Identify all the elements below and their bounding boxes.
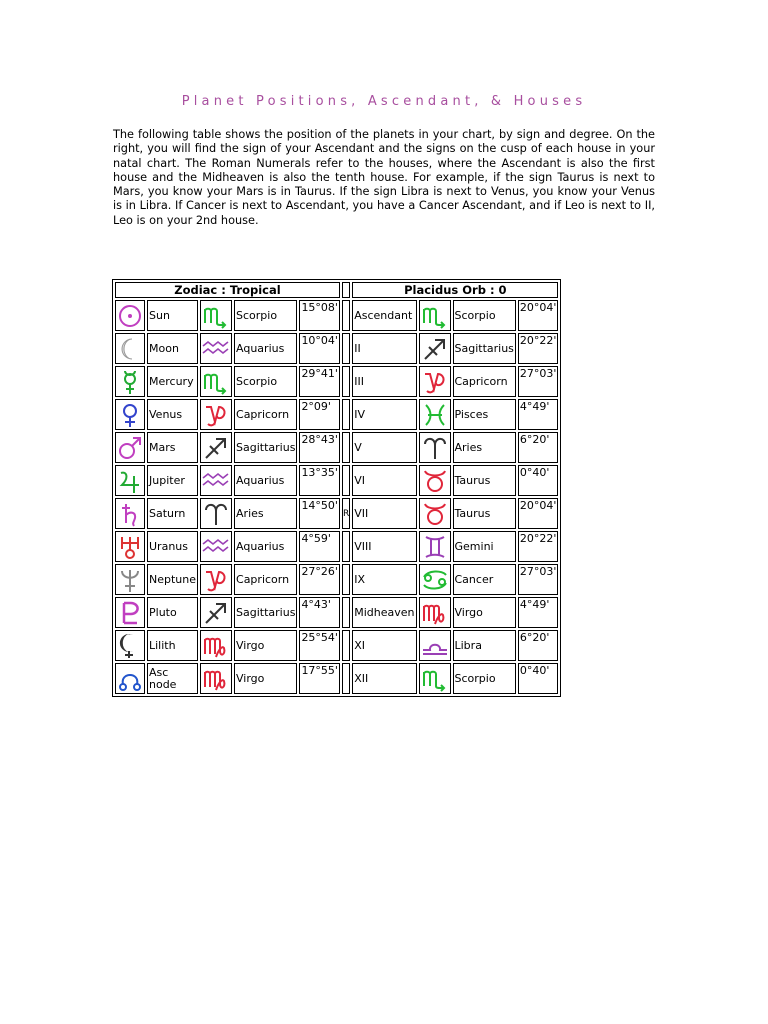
planet-sign: Virgo (234, 663, 297, 694)
house-name: Midheaven (352, 597, 416, 628)
house-sign: Pisces (453, 399, 516, 430)
house-name: VI (352, 465, 416, 496)
table-row (115, 498, 558, 529)
planet-sign: Virgo (234, 630, 297, 661)
zodiac-header: Zodiac : Tropical (115, 282, 340, 298)
retrograde-flag (342, 333, 350, 364)
planet-degree: 10°04' (299, 333, 340, 364)
retrograde-flag (342, 531, 350, 562)
planet-sign: Aquarius (234, 531, 297, 562)
retrograde-flag (342, 366, 350, 397)
sagittarius-icon (200, 432, 232, 463)
planet-sign: Scorpio (234, 366, 297, 397)
house-degree: 20°04' (518, 300, 559, 331)
scorpio-icon (200, 366, 232, 397)
house-degree: 6°20' (518, 432, 559, 463)
house-degree: 20°04' (518, 498, 559, 529)
virgo-icon (419, 597, 451, 628)
house-sign: Taurus (453, 498, 516, 529)
retrograde-flag (342, 399, 350, 430)
table-row (115, 366, 558, 397)
planet-name: Uranus (147, 531, 198, 562)
house-name: VII (352, 498, 416, 529)
planet-sign: Aquarius (234, 333, 297, 364)
venus-icon (115, 399, 145, 430)
house-name: Ascendant (352, 300, 416, 331)
virgo-icon (200, 630, 232, 661)
cancer-icon (419, 564, 451, 595)
planet-degree: 13°35' (299, 465, 340, 496)
table-row (115, 465, 558, 496)
retrograde-flag (342, 597, 350, 628)
intro-paragraph: The following table shows the position of the planets in your chart, by sign and degree. On the right, you will find the sign of your Ascendant and the signs on the cusp of each house in your natal chart. The Roman Numerals refer to the houses, where the Ascendant is also the first house and the Midheaven is also the tenth house. For example, if the sign Taurus is next to Mars, you know your Mars is in Taurus. If the sign Libra is next to Venus, you know your Venus is in Libra. If Cancer is next to Ascendant, you have a Cancer Ascendant, and if Leo is next to II, Leo is on your 2nd house. (113, 128, 655, 227)
planet-name: Asc node (147, 663, 198, 694)
house-name: VIII (352, 531, 416, 562)
table-row (115, 663, 558, 694)
house-degree: 27°03' (518, 366, 559, 397)
aquarius-icon (200, 465, 232, 496)
house-sign: Cancer (453, 564, 516, 595)
aquarius-icon (200, 531, 232, 562)
taurus-icon (419, 465, 451, 496)
table-row (115, 531, 558, 562)
house-degree: 0°40' (518, 663, 559, 694)
scorpio-icon (419, 300, 451, 331)
house-sign: Scorpio (453, 300, 516, 331)
sagittarius-icon (419, 333, 451, 364)
house-degree: 20°22' (518, 333, 559, 364)
libra-icon (419, 630, 451, 661)
planet-degree: 4°59' (299, 531, 340, 562)
house-name: V (352, 432, 416, 463)
planet-name: Mercury (147, 366, 198, 397)
scorpio-icon (419, 663, 451, 694)
mars-icon (115, 432, 145, 463)
neptune-icon (115, 564, 145, 595)
table-row (115, 300, 558, 331)
house-sign: Scorpio (453, 663, 516, 694)
retrograde-flag (342, 663, 350, 694)
sun-icon (115, 300, 145, 331)
house-degree: 4°49' (518, 597, 559, 628)
house-degree: 4°49' (518, 399, 559, 430)
saturn-icon (115, 498, 145, 529)
house-sign: Virgo (453, 597, 516, 628)
retrograde-flag: R (342, 498, 350, 529)
virgo-icon (200, 663, 232, 694)
gemini-icon (419, 531, 451, 562)
house-name: XI (352, 630, 416, 661)
table-row (115, 564, 558, 595)
capricorn-icon (200, 399, 232, 430)
page-title: Planet Positions, Ascendant, & Houses (181, 94, 587, 109)
planet-degree: 4°43' (299, 597, 340, 628)
house-sign: Gemini (453, 531, 516, 562)
planet-name: Mars (147, 432, 198, 463)
house-name: IV (352, 399, 416, 430)
planet-name: Pluto (147, 597, 198, 628)
house-name: XII (352, 663, 416, 694)
planet-sign: Capricorn (234, 564, 297, 595)
house-name: IX (352, 564, 416, 595)
table-row (115, 333, 558, 364)
planet-degree: 28°43' (299, 432, 340, 463)
placidus-header: Placidus Orb : 0 (352, 282, 558, 298)
uranus-icon (115, 531, 145, 562)
house-degree: 6°20' (518, 630, 559, 661)
table-row (115, 630, 558, 661)
jupiter-icon (115, 465, 145, 496)
aquarius-icon (200, 333, 232, 364)
planet-degree: 2°09' (299, 399, 340, 430)
house-sign: Taurus (453, 465, 516, 496)
planet-sign: Aries (234, 498, 297, 529)
lilith-icon (115, 630, 145, 661)
scorpio-icon (200, 300, 232, 331)
planet-name: Moon (147, 333, 198, 364)
house-sign: Capricorn (453, 366, 516, 397)
house-degree: 20°22' (518, 531, 559, 562)
pisces-icon (419, 399, 451, 430)
retrograde-flag (342, 432, 350, 463)
capricorn-icon (419, 366, 451, 397)
house-name: II (352, 333, 416, 364)
house-degree: 0°40' (518, 465, 559, 496)
sagittarius-icon (200, 597, 232, 628)
pluto-icon (115, 597, 145, 628)
mercury-icon (115, 366, 145, 397)
capricorn-icon (200, 564, 232, 595)
planet-degree: 15°08' (299, 300, 340, 331)
aries-icon (200, 498, 232, 529)
planet-degree: 29°41' (299, 366, 340, 397)
asc-node-icon (115, 663, 145, 694)
house-degree: 27°03' (518, 564, 559, 595)
planet-sign: Aquarius (234, 465, 297, 496)
retrograde-flag (342, 564, 350, 595)
planet-sign: Scorpio (234, 300, 297, 331)
house-sign: Aries (453, 432, 516, 463)
house-sign: Libra (453, 630, 516, 661)
retrograde-flag (342, 630, 350, 661)
retrograde-flag (342, 300, 350, 331)
retrograde-flag (342, 465, 350, 496)
planet-name: Lilith (147, 630, 198, 661)
planet-degree: 25°54' (299, 630, 340, 661)
positions-table (112, 279, 561, 697)
house-sign: Sagittarius (453, 333, 516, 364)
moon-icon (115, 333, 145, 364)
table-row (115, 432, 558, 463)
table-row (115, 597, 558, 628)
planet-name: Venus (147, 399, 198, 430)
planet-degree: 27°26' (299, 564, 340, 595)
planet-name: Sun (147, 300, 198, 331)
table-row (115, 399, 558, 430)
planet-name: Jupiter (147, 465, 198, 496)
planet-sign: Capricorn (234, 399, 297, 430)
planet-sign: Sagittarius (234, 597, 297, 628)
planet-degree: 17°55' (299, 663, 340, 694)
aries-icon (419, 432, 451, 463)
planet-degree: 14°50' (299, 498, 340, 529)
header-separator (342, 282, 350, 298)
planet-name: Neptune (147, 564, 198, 595)
planet-name: Saturn (147, 498, 198, 529)
taurus-icon (419, 498, 451, 529)
house-name: III (352, 366, 416, 397)
planet-sign: Sagittarius (234, 432, 297, 463)
